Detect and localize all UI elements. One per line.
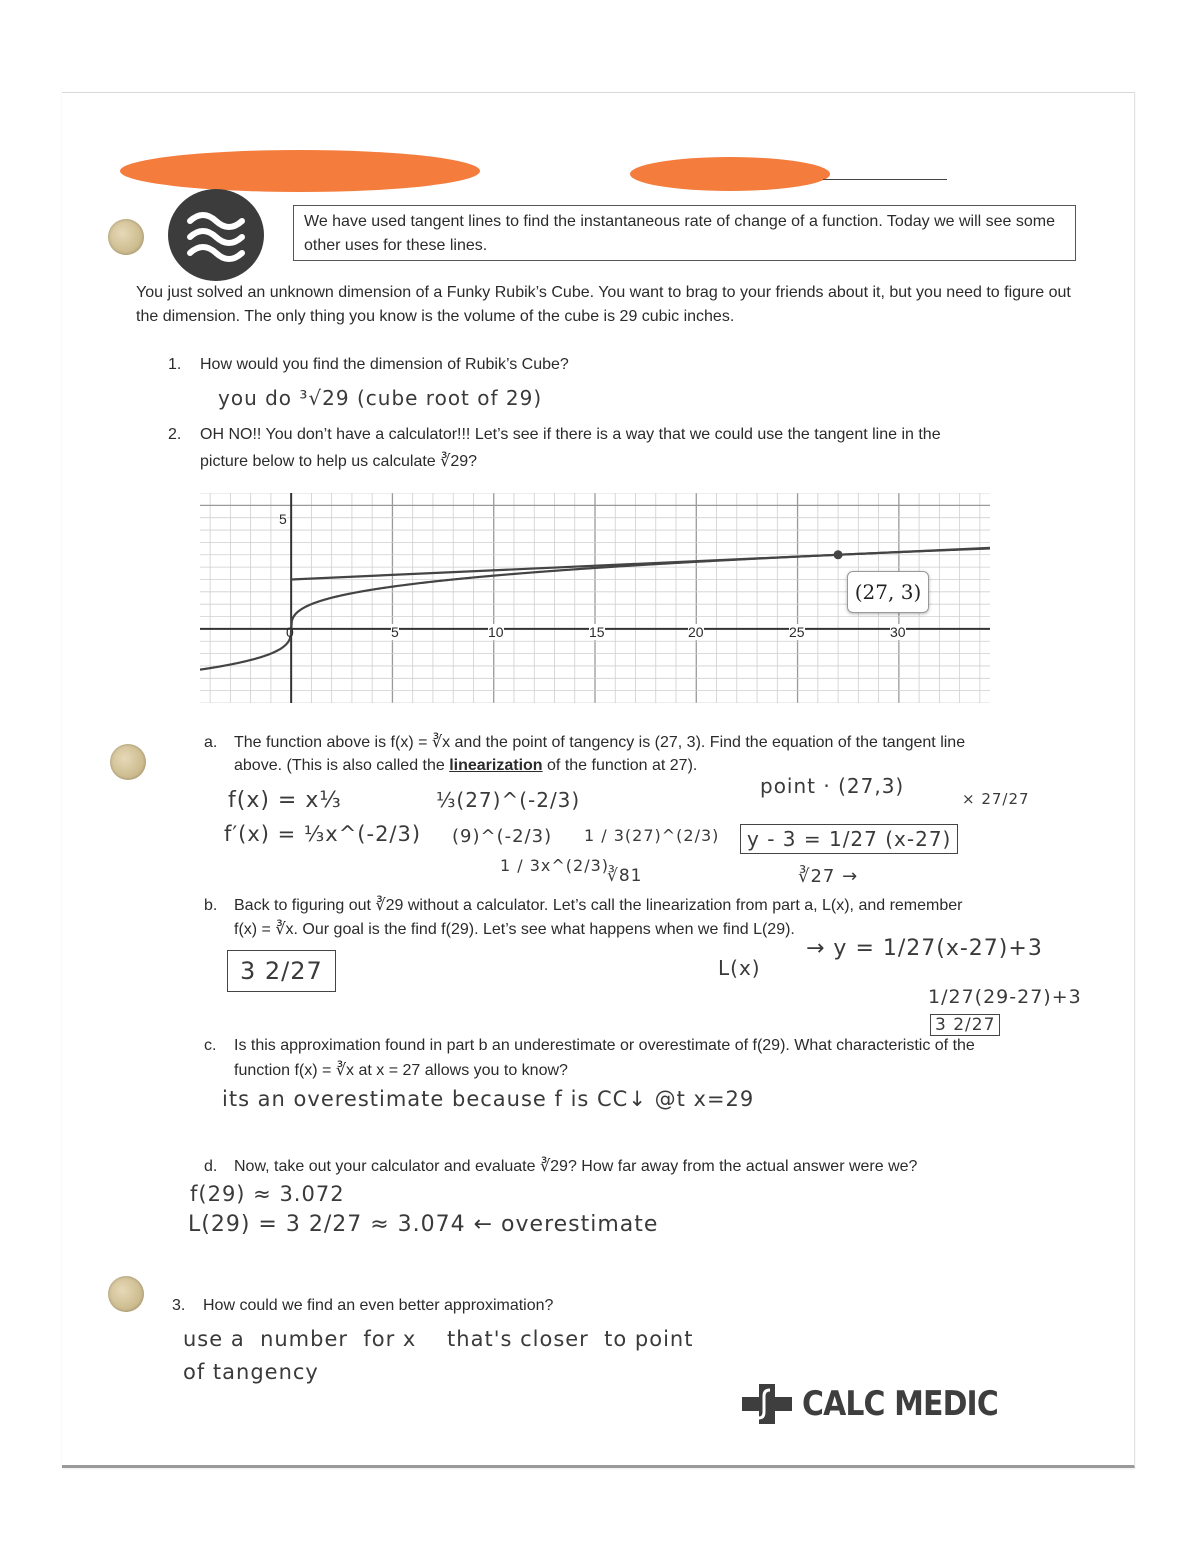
hw-substitution: 1/27(29-27)+3 — [928, 986, 1082, 1008]
medical-cross-icon — [742, 1382, 792, 1426]
hw-eval-1: ⅓(27)^(-2/3) — [436, 788, 581, 812]
x-tick-15: 15 — [589, 624, 605, 640]
question-2-line2: picture below to help us calculate ∛29? — [200, 453, 478, 470]
part-a-letter: a. — [204, 734, 218, 751]
hw-part-b-answer — [227, 950, 336, 992]
hw-question-3-line1: use a number for x that's closer to point — [183, 1327, 694, 1351]
hw-question-3-line2: of tangency — [183, 1360, 319, 1384]
x-tick-0: 0 — [286, 624, 294, 640]
part-d-letter: d. — [204, 1158, 218, 1175]
binder-hole-bottom — [108, 1276, 144, 1312]
hw-linearization: → y = 1/27(x-27)+3 — [806, 936, 1043, 961]
part-c-letter: c. — [204, 1037, 217, 1054]
linearization-term: linearization — [449, 757, 543, 774]
x-tick-30: 30 — [890, 624, 906, 640]
question-2-number: 2. — [168, 426, 182, 443]
wave-logo-icon — [168, 189, 264, 281]
intro-box: We have used tangent lines to find the instantaneous rate of change of a function. Today we will see some other uses for these lines. — [293, 205, 1076, 261]
question-3-number: 3. — [172, 1297, 186, 1314]
part-c-line2: function f(x) = ∛x at x = 27 allows you to know? — [234, 1062, 568, 1079]
hw-f-prime: f′(x) = ⅓x^(-2/3) — [224, 822, 422, 846]
part-c-line1: Is this approximation found in part b an underestimate or overestimate of f(29). What characteristic of the — [234, 1037, 975, 1054]
hw-L-of-x: L(x) — [718, 956, 761, 980]
hw-f-of-x: f(x) = x⅓ — [228, 788, 342, 813]
hw-eval-3: 1 / 3x^(2/3) — [500, 856, 610, 875]
name-line — [823, 179, 947, 180]
part-a-line2-pre: above. (This is also called the — [234, 757, 450, 774]
y-tick-5: 5 — [279, 511, 287, 527]
part-b-line2: f(x) = ∛x. Our goal is the find f(29). Let’s see what happens when we find L(29). — [234, 921, 795, 938]
hw-part-c-answer: its an overestimate because f is CC↓ @t x=29 — [222, 1087, 755, 1111]
part-a-line2-post: of the function at 27). — [542, 757, 698, 774]
hw-side-note: × 27/27 — [962, 790, 1030, 808]
x-tick-10: 10 — [488, 624, 504, 640]
x-tick-20: 20 — [688, 624, 704, 640]
hw-part-d-line1: f(29) ≈ 3.072 — [190, 1182, 345, 1206]
calc-medic-logo — [742, 1382, 1025, 1426]
tangent-equation-box: y - 3 = 1/27 (x-27) — [740, 824, 958, 854]
hw-eval-5: ∛81 — [607, 866, 643, 886]
hw-eval-4: 1 / 3(27)^(2/3) — [584, 826, 720, 845]
question-2-line1: OH NO!! You don’t have a calculator!!! Let’s see if there is a way that we could use the tangent line in the — [200, 426, 941, 443]
part-b-line1: Back to figuring out ∛29 without a calculator. Let’s call the linearization from part a, L(x), and remember — [234, 897, 963, 914]
part-a-line2 — [234, 754, 697, 778]
x-tick-25: 25 — [789, 624, 805, 640]
hw-part-b-result — [930, 1014, 1000, 1036]
binder-hole-middle — [110, 744, 146, 780]
binder-hole-top — [108, 219, 144, 255]
redacted-date — [630, 157, 830, 191]
part-b-answer-box: 3 2/27 — [227, 950, 336, 992]
scenario-text: You just solved an unknown dimension of a Funky Rubik’s Cube. You want to brag to your friends about it, but you need to figure out the dimension. The only thing you know is the volume of the cube is 29 cubic inches. — [136, 284, 1071, 325]
part-d-line1: Now, take out your calculator and evaluate ∛29? How far away from the actual answer were we? — [234, 1158, 918, 1175]
hw-point: point · (27,3) — [760, 774, 905, 798]
hw-cube-root-27: ∛27 → — [798, 866, 859, 887]
hw-part-d-line2: L(29) = 3 2/27 ≈ 3.074 ← overestimate — [188, 1212, 659, 1237]
tangency-point — [834, 550, 843, 559]
tangency-point-label: (27, 3) — [847, 571, 929, 613]
question-1-answer: you do ³√29 (cube root of 29) — [218, 386, 543, 410]
part-a-line1: The function above is f(x) = ∛x and the point of tangency is (27, 3). Find the equation of the tangent line — [234, 734, 966, 751]
question-1-text: How would you find the dimension of Rubik’s Cube? — [200, 356, 569, 373]
brand-name: CALC MEDIC — [802, 1384, 998, 1424]
part-b-result-box: 3 2/27 — [930, 1014, 1000, 1036]
x-tick-5: 5 — [391, 624, 399, 640]
hw-tangent-equation — [740, 824, 958, 854]
redacted-name — [120, 150, 480, 192]
question-1-number: 1. — [168, 356, 182, 373]
hw-eval-2: (9)^(-2/3) — [452, 826, 553, 847]
part-b-letter: b. — [204, 897, 218, 914]
question-3-text: How could we find an even better approximation? — [203, 1297, 554, 1314]
